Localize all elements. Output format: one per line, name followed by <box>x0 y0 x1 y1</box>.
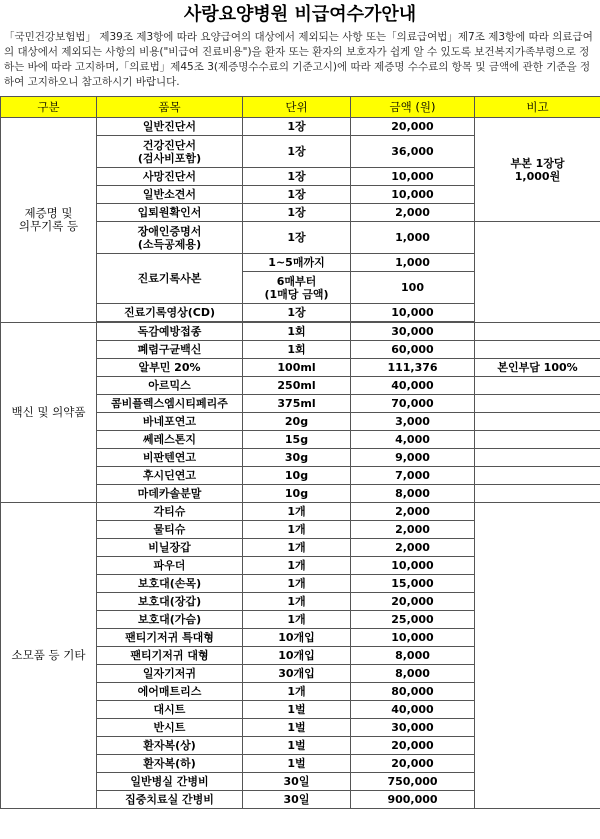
item-cell: 환자복(상) <box>97 737 243 755</box>
unit-cell: 250ml <box>243 377 351 395</box>
unit-cell: 1~5매까지 <box>243 254 351 272</box>
header-unit: 단위 <box>243 97 351 118</box>
category-cell: 소모품 등 기타 <box>1 503 97 809</box>
unit-cell: 1개 <box>243 503 351 521</box>
category-cell: 백신 및 의약품 <box>1 323 97 503</box>
item-cell: 바네포연고 <box>97 413 243 431</box>
unit-cell: 1개 <box>243 575 351 593</box>
header-amount: 금액 (원) <box>351 97 475 118</box>
item-cell: 각티슈 <box>97 503 243 521</box>
unit-cell: 1장 <box>243 118 351 136</box>
unit-cell: 1장 <box>243 222 351 254</box>
amount-cell: 40,000 <box>351 701 475 719</box>
amount-cell: 3,000 <box>351 413 475 431</box>
item-cell: 팬티기저귀 대형 <box>97 647 243 665</box>
unit-cell: 1개 <box>243 593 351 611</box>
amount-cell: 10,000 <box>351 304 475 322</box>
unit-cell: 1회 <box>243 323 351 341</box>
note-cell: 본인부담 100% <box>475 359 600 377</box>
note-cell <box>475 485 600 503</box>
unit-cell: 30일 <box>243 791 351 809</box>
amount-cell: 8,000 <box>351 665 475 683</box>
unit-cell: 1회 <box>243 341 351 359</box>
note-cell <box>475 341 600 359</box>
note-cell <box>475 323 600 341</box>
item-cell: 대시트 <box>97 701 243 719</box>
amount-cell: 2,000 <box>351 503 475 521</box>
unit-cell: 1개 <box>243 557 351 575</box>
unit-cell: 1개 <box>243 611 351 629</box>
unit-cell: 1개 <box>243 521 351 539</box>
amount-cell: 30,000 <box>351 323 475 341</box>
amount-cell: 40,000 <box>351 377 475 395</box>
amount-cell: 100 <box>351 272 475 304</box>
note-cell <box>475 467 600 485</box>
amount-cell: 20,000 <box>351 118 475 136</box>
item-cell: 독감예방접종 <box>97 323 243 341</box>
unit-cell: 1벌 <box>243 719 351 737</box>
item-cell: 알부민 20% <box>97 359 243 377</box>
unit-cell: 15g <box>243 431 351 449</box>
note-cell <box>475 395 600 413</box>
header-note: 비고 <box>475 97 600 118</box>
item-cell: 보호대(가슴) <box>97 611 243 629</box>
note-cell-empty <box>475 222 600 323</box>
item-cell: 폐렴구균백신 <box>97 341 243 359</box>
amount-cell: 9,000 <box>351 449 475 467</box>
note-cell <box>475 431 600 449</box>
item-cell: 비닐장갑 <box>97 539 243 557</box>
amount-cell: 7,000 <box>351 467 475 485</box>
item-cell: 후시딘연고 <box>97 467 243 485</box>
item-cell: 입퇴원확인서 <box>97 204 243 222</box>
intro-paragraph: 「국민건강보험법」 제39조 제3항에 따라 요양급여의 대상에서 제외되는 사항 또는「의료급여법」제7조 제3항에 따라 의료급여의 대상에서 제외되는 사항의 비용("비급여 진료비용")을 환자 또는 환자의 보호자가 쉽게 알 수 있도록 보건복지가족부령으로 정하는 바에 따라 고지하며,「의료법」제45조 3(제증명수수료의 기준고시)에 따라 제증명 수수료의 항목 및 금액에 관한 기준을 정하여 고지하오니 참고하시기 바랍니다. <box>4 31 593 88</box>
amount-cell: 10,000 <box>351 186 475 204</box>
amount-cell: 2,000 <box>351 539 475 557</box>
table-row <box>1 118 600 136</box>
unit-cell: 100ml <box>243 359 351 377</box>
amount-cell: 36,000 <box>351 136 475 168</box>
amount-cell: 8,000 <box>351 485 475 503</box>
item-cell: 파우더 <box>97 557 243 575</box>
item-cell: 장애인증명서 (소득공제용) <box>97 222 243 254</box>
item-cell: 진료기록사본 <box>97 254 243 304</box>
amount-cell: 10,000 <box>351 168 475 186</box>
item-cell: 보호대(손목) <box>97 575 243 593</box>
category-cell: 제증명 및 의무기록 등 <box>1 118 97 323</box>
unit-cell: 1벌 <box>243 701 351 719</box>
fee-table <box>0 96 600 809</box>
amount-cell: 80,000 <box>351 683 475 701</box>
item-cell: 일반병실 간병비 <box>97 773 243 791</box>
header-item: 품목 <box>97 97 243 118</box>
amount-cell: 900,000 <box>351 791 475 809</box>
item-cell: 물티슈 <box>97 521 243 539</box>
unit-cell: 1장 <box>243 136 351 168</box>
note-cell-empty <box>475 503 600 809</box>
amount-cell: 2,000 <box>351 521 475 539</box>
item-cell: 콤비플렉스엠시티페리주 <box>97 395 243 413</box>
amount-cell: 750,000 <box>351 773 475 791</box>
amount-cell: 8,000 <box>351 647 475 665</box>
note-cell <box>475 449 600 467</box>
unit-cell: 10g <box>243 485 351 503</box>
unit-cell: 20g <box>243 413 351 431</box>
note-cell <box>475 377 600 395</box>
amount-cell: 25,000 <box>351 611 475 629</box>
unit-cell: 1벌 <box>243 737 351 755</box>
item-cell: 일반소견서 <box>97 186 243 204</box>
item-cell: 에어매트리스 <box>97 683 243 701</box>
item-cell: 사망진단서 <box>97 168 243 186</box>
unit-cell: 30g <box>243 449 351 467</box>
item-cell: 반시트 <box>97 719 243 737</box>
amount-cell: 1,000 <box>351 222 475 254</box>
table-row <box>1 503 600 521</box>
item-cell: 보호대(장갑) <box>97 593 243 611</box>
unit-cell: 1장 <box>243 204 351 222</box>
item-cell: 집중치료실 간병비 <box>97 791 243 809</box>
note-cell: 부본 1장당 1,000원 <box>475 118 600 222</box>
unit-cell: 1개 <box>243 539 351 557</box>
amount-cell: 30,000 <box>351 719 475 737</box>
header-row <box>1 97 600 118</box>
item-cell: 쎄레스톤지 <box>97 431 243 449</box>
amount-cell: 10,000 <box>351 557 475 575</box>
amount-cell: 20,000 <box>351 755 475 773</box>
item-cell: 건강진단서 (검사비포함) <box>97 136 243 168</box>
unit-cell: 1장 <box>243 168 351 186</box>
unit-cell: 1장 <box>243 304 351 322</box>
amount-cell: 111,376 <box>351 359 475 377</box>
unit-cell: 6매부터 (1매당 금액) <box>243 272 351 304</box>
unit-cell: 1벌 <box>243 755 351 773</box>
note-cell <box>475 413 600 431</box>
item-cell: 일자기저귀 <box>97 665 243 683</box>
amount-cell: 2,000 <box>351 204 475 222</box>
unit-cell: 10g <box>243 467 351 485</box>
amount-cell: 60,000 <box>351 341 475 359</box>
page-title: 사랑요양병원 비급여수가안내 <box>183 4 417 25</box>
unit-cell: 10개입 <box>243 647 351 665</box>
amount-cell: 4,000 <box>351 431 475 449</box>
unit-cell: 375ml <box>243 395 351 413</box>
amount-cell: 15,000 <box>351 575 475 593</box>
unit-cell: 10개입 <box>243 629 351 647</box>
amount-cell: 10,000 <box>351 629 475 647</box>
item-cell: 환자복(하) <box>97 755 243 773</box>
unit-cell: 30개입 <box>243 665 351 683</box>
amount-cell: 20,000 <box>351 593 475 611</box>
header-category: 구분 <box>1 97 97 118</box>
amount-cell: 1,000 <box>351 254 475 272</box>
unit-cell: 30일 <box>243 773 351 791</box>
item-cell: 마데카솔분말 <box>97 485 243 503</box>
unit-cell: 1장 <box>243 186 351 204</box>
item-cell: 아르믹스 <box>97 377 243 395</box>
table-row <box>1 323 600 341</box>
item-cell: 비판텐연고 <box>97 449 243 467</box>
unit-cell: 1개 <box>243 683 351 701</box>
item-cell: 진료기록영상(CD) <box>97 304 243 322</box>
item-cell: 일반진단서 <box>97 118 243 136</box>
item-cell: 팬티기저귀 특대형 <box>97 629 243 647</box>
amount-cell: 20,000 <box>351 737 475 755</box>
amount-cell: 70,000 <box>351 395 475 413</box>
